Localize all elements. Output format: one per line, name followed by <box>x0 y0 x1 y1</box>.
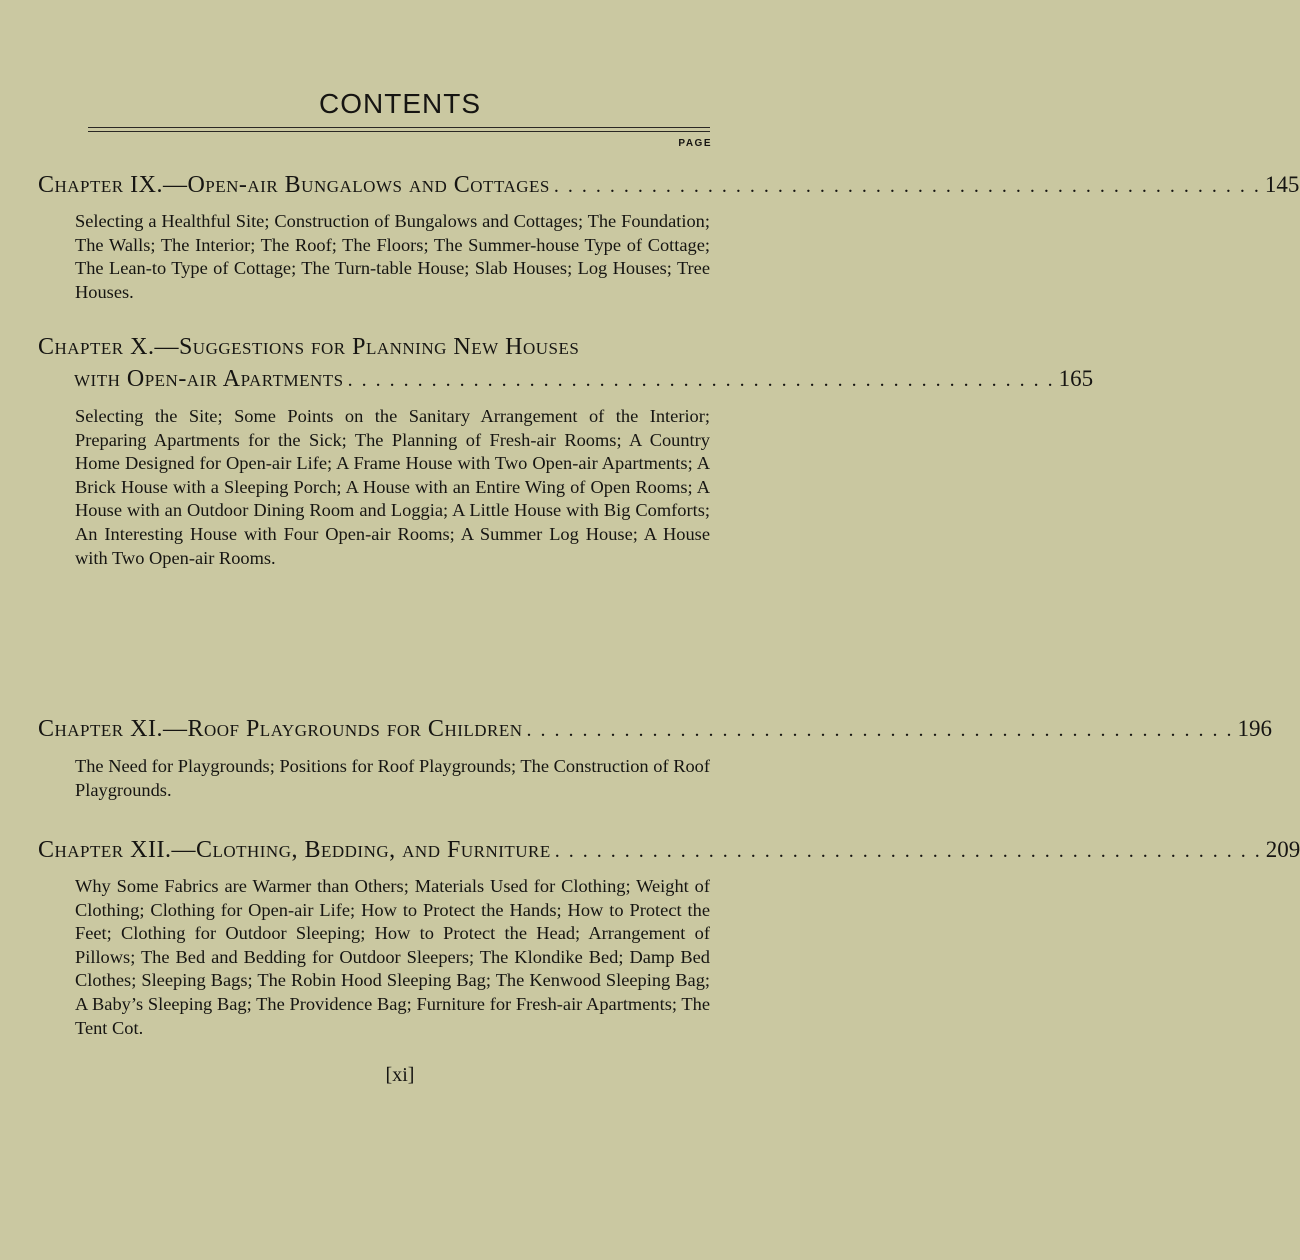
chapter-summary: Selecting a Healthful Site; Construction of Bungalows and Cottages; The Foundation; The Walls; The Interior; The Roof; The Floors; The Summer-house Type of Cottage; The Lean-to Type of Cottage; The Turn-table House; Slab Houses; Log Houses; Tree Houses. <box>75 211 710 302</box>
dot-leader: . . . . . . . . . . . . . . . . . . . . . . . . . . . . . . . . . . . . . . . . . . . . . . . . . . . <box>526 719 1234 741</box>
chapter-page-number: 209 <box>1265 837 1300 862</box>
page-column-heading: PAGE <box>678 138 712 149</box>
chapter-title: Chapter IX.—Open-air Bungalows and Cottages <box>38 172 550 198</box>
chapter-heading-continued <box>74 364 1094 395</box>
title-rule-bottom <box>88 131 710 132</box>
title-rule-top <box>88 127 710 128</box>
chapter-title: Chapter X.—Suggestions for Planning New Houses <box>38 334 580 360</box>
chapter-heading <box>38 332 710 362</box>
dot-leader: . . . . . . . . . . . . . . . . . . . . . . . . . . . . . . . . . . . . . . . . . . . . . . . . . . . <box>554 840 1262 862</box>
chapter-summary: The Need for Playgrounds; Positions for Roof Playgrounds; The Construction of Roof Playgrounds. <box>75 756 710 800</box>
chapter-title: Chapter XI.—Roof Playgrounds for Children <box>38 716 523 742</box>
chapter-page-number: 145 <box>1264 172 1300 197</box>
page-folio: [xi] <box>385 1064 415 1086</box>
chapter-summary: Selecting the Site; Some Points on the Sanitary Arrangement of the Interior; Preparing Apartments for the Sick; The Planning of Fresh-air Rooms; A Country Home Designed for Open-air Life; A Frame House with Two Open-air Apartments; A Brick House with a Sleeping Porch; A House with an Entire Wing of Open Rooms; A House with an Outdoor Dining Room and Loggia; A Little House with Big Comforts; An Interesting House with Four Open-air Rooms; A Summer Log House; A House with Two Open-air Rooms. <box>75 406 710 568</box>
dot-leader: . . . . . . . . . . . . . . . . . . . . . . . . . . . . . . . . . . . . . . . . . . . . . . . . . . . <box>553 175 1261 197</box>
chapter-page-number: 165 <box>1058 366 1094 391</box>
chapter-summary: Why Some Fabrics are Warmer than Others; Materials Used for Clothing; Weight of Clothing; Clothing for Open-air Life; How to Protect the Hands; How to Protect the Feet; Clothing for Outdoor Sleeping; How to Protect the Head; Arrangement of Pillows; The Bed and Bedding for Outdoor Sleepers; The Klondike Bed; Damp Bed Clothes; Sleeping Bags; The Robin Hood Sleeping Bag; The Kenwood Sleeping Bag; A Baby’s Sleeping Bag; The Providence Bag; Furniture for Fresh-air Apartments; The Tent Cot. <box>75 876 710 1038</box>
chapter-page-number: 196 <box>1237 716 1273 741</box>
chapter-title: Chapter XII.—Clothing, Bedding, and Furniture <box>38 837 551 863</box>
chapter-heading <box>38 714 1273 745</box>
page-title: CONTENTS <box>319 88 481 119</box>
chapter-heading <box>38 170 1300 201</box>
chapter-heading <box>38 835 1300 866</box>
chapter-title-continued: with Open-air Apartments <box>74 366 344 392</box>
dot-leader: . . . . . . . . . . . . . . . . . . . . . . . . . . . . . . . . . . . . . . . . . . . . . . . . . . . <box>347 369 1055 391</box>
